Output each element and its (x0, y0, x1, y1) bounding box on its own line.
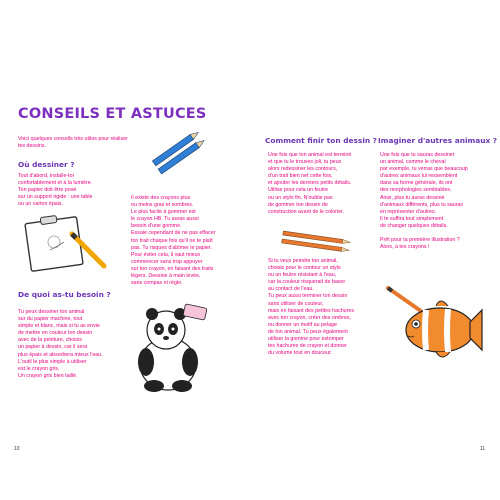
heading-de-quoi: De quoi as-tu besoin ? (18, 290, 111, 299)
text-line: des morphologies semblables. (380, 187, 452, 194)
text-line: sans utiliser de couleur, (268, 300, 324, 307)
page-number-left: 10 (14, 446, 20, 452)
text-line: Tout d'abord, installe-toi (18, 173, 74, 179)
heading-imaginer: Imaginer d'autres animaux ? (378, 136, 498, 145)
text-line: Alors, à tes crayons ! (380, 244, 430, 251)
text-line: de changer quelques détails. (380, 222, 448, 229)
text-imaginer (380, 152, 468, 251)
text-line: construction avant de le colorier. (268, 208, 344, 215)
text-line: commencer sans trop appuyer (131, 258, 203, 265)
text-line: le crayon HB. Tu auras aussi (131, 216, 199, 223)
text-line: avec ton crayon, créer des ombres, (268, 314, 352, 321)
text-line (380, 230, 468, 237)
text-line: de mettre en couleur ton dessin (18, 330, 93, 337)
heading-ou-dessiner: Où dessiner ? (18, 160, 75, 169)
text-line: pas. Tu risques d'abîmer le papier. (131, 244, 212, 251)
text-line: sans compas ni règle. (131, 280, 183, 287)
text-ou-dessiner (18, 173, 93, 208)
text-line: simple et blanc, mais si tu as envie (18, 323, 100, 330)
text-line: ou moins gras et sombres. (131, 202, 194, 209)
text-line: Il te suffira tout simplement (380, 215, 444, 222)
text-line: Un crayon gris bien taillé. (18, 372, 78, 379)
text-peindre (268, 258, 354, 357)
text-line: un papier à dessin, car il sera (18, 344, 88, 351)
text-line: légers. Dessine à main levée, (131, 273, 201, 280)
text-line: un animal, comme le cheval (380, 159, 446, 166)
text-line: avec de la peinture, choisis (18, 337, 82, 344)
text-line: ou un feutre résistant à l'eau, (268, 272, 337, 279)
text-line: d'un trait bien net cette fois, (268, 173, 333, 180)
text-line: de ton animal. Tu peux également (268, 328, 348, 335)
text-line: sur du papier machine, tout (18, 316, 83, 323)
text-line: Une fois que ton animal est terminé (268, 152, 352, 158)
panda-illustration (130, 300, 214, 395)
text-line: L'outil le plus simple à utiliser (18, 358, 87, 365)
text-line: ou un carton épais. (18, 201, 64, 208)
intro-paragraph: Voici quelques conseils très utiles pour réaliser tes dessins. (18, 136, 128, 150)
text-line: Une fois que tu sauras dessiner (380, 152, 455, 158)
text-line: Tu peux aussi terminer ton dessin (268, 293, 348, 300)
text-line: confortablement et à la lumière. (18, 180, 93, 187)
text-line: par exemple, tu verras que beaucoup (380, 166, 468, 173)
text-line: du volume tout en douceur. (268, 350, 332, 357)
page-number-right: 11 (480, 446, 486, 452)
text-line: utiliser la gomme pour estomper (268, 336, 344, 343)
text-de-quoi (18, 309, 103, 380)
pencils-illustration (150, 130, 210, 180)
clipboard-illustration (24, 214, 110, 276)
text-line: choisis pour le contour un stylo (268, 265, 341, 272)
text-line: ton trait chaque fois qu'il ne te plaît (131, 237, 213, 244)
text-line: Le plus facile à gommer est (131, 209, 196, 216)
text-line: Il existe des crayons plus (131, 195, 191, 201)
colored-pencils-illustration (280, 228, 356, 258)
text-line: dans sa forme générale, ils ont (380, 180, 453, 187)
text-line: car la couleur risquerait de baver (268, 279, 346, 286)
text-line: Prêt pour ta première illustration ? (380, 237, 460, 244)
text-finir (268, 152, 351, 216)
text-line: de gommer ton dessin de (268, 201, 328, 208)
text-line: sur un support rigide : une table (18, 194, 93, 201)
text-line: ou donner un motif au pelage (268, 321, 337, 328)
text-crayons (131, 195, 215, 287)
text-line: Ainsi, plus tu auras dessiné (380, 194, 445, 201)
text-line: et ajouter les derniers petits détails. (268, 180, 352, 187)
text-line: mais en faisant des petites hachures (268, 307, 354, 314)
text-line: tes hachures de crayon et donner (268, 343, 347, 350)
text-line: Tu peux dessiner ton animal (18, 309, 85, 315)
text-line: d'animaux différents, plus tu sauras (380, 201, 464, 208)
text-line: Pour éviter cela, il vaut mieux (131, 251, 201, 258)
text-line: ou un stylo fin. N'oublie pas (268, 194, 333, 201)
text-line: Si tu veux peindre ton animal, (268, 258, 338, 264)
text-line: en représenter d'autres. (380, 208, 437, 215)
text-line: plus épais et absorbera mieux l'eau. (18, 351, 103, 358)
text-line: au contact de l'eau. (268, 286, 314, 293)
text-line: besoin d'une gomme. (131, 223, 182, 230)
text-line: Utilise pour cela un feutre (268, 187, 329, 194)
text-line: alors redessiner les contours, (268, 166, 338, 173)
text-line: sur ton crayon, en faisant des traits (131, 265, 214, 272)
intro-text (18, 136, 128, 150)
text-line: Ton papier doit être posé (18, 187, 77, 194)
clownfish-illustration (378, 286, 486, 368)
text-line: Essaie cependant de ne pas effacer (131, 230, 216, 237)
text-line: est le crayon gris. (18, 365, 60, 372)
heading-finir: Comment finir ton dessin ? (265, 136, 377, 145)
text-line: et que tu le trouves joli, tu peux (268, 159, 342, 166)
text-line: d'autres animaux lui ressemblent (380, 173, 458, 180)
page-title: CONSEILS ET ASTUCES (18, 106, 207, 122)
